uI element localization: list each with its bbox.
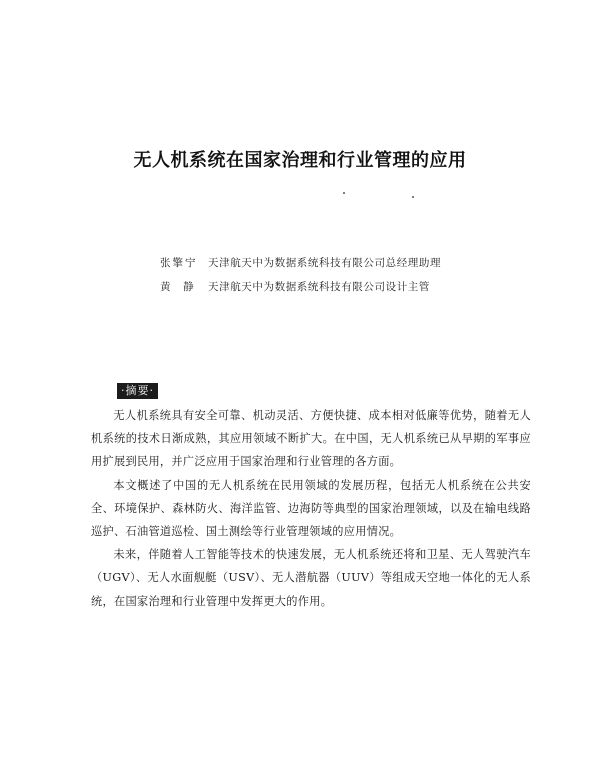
author-name: 张擎宁 bbox=[160, 257, 198, 269]
scan-speck bbox=[343, 192, 345, 194]
author-row bbox=[160, 251, 520, 275]
abstract-paragraph: 未来，伴随着人工智能等技术的快速发展，无人机系统还将和卫星、无人驾驶汽车（UGV）、无人水面舰艇（USV）、无人潜航器（UUV）等组成天空地一体化的无人系统，在国家治理和行业管理中发挥更大的作用。 bbox=[91, 548, 531, 608]
abstract-paragraph: 本文概述了中国的无人机系统在民用领域的发展历程，包括无人机系统在公共安全、环境保护、森林防火、海洋监管、边海防等典型的国家治理领域，以及在输电线路巡护、石油管道巡检、国土测绘等行业管理领域的应用情况。 bbox=[91, 478, 531, 539]
abstract-body bbox=[91, 404, 531, 613]
document-title: 无人机系统在国家治理和行业管理的应用 bbox=[133, 150, 467, 171]
author-affiliation: 天津航天中为数据系统科技有限公司总经理助理 bbox=[208, 257, 442, 269]
author-affiliation: 天津航天中为数据系统科技有限公司设计主管 bbox=[208, 281, 430, 293]
author-name: 黄 静 bbox=[160, 281, 196, 293]
abstract-paragraph: 无人机系统具有安全可靠、机动灵活、方便快捷、成本相对低廉等优势，随着无人机系统的技术日渐成熟，其应用领域不断扩大。在中国，无人机系统已从早期的军事应用扩展到民用，并广泛应用于国家治理和行业管理的各方面。 bbox=[91, 409, 531, 469]
scan-speck bbox=[412, 196, 414, 198]
author-row bbox=[160, 275, 520, 299]
author-list bbox=[160, 251, 520, 299]
abstract-label: ·摘要· bbox=[117, 383, 158, 399]
